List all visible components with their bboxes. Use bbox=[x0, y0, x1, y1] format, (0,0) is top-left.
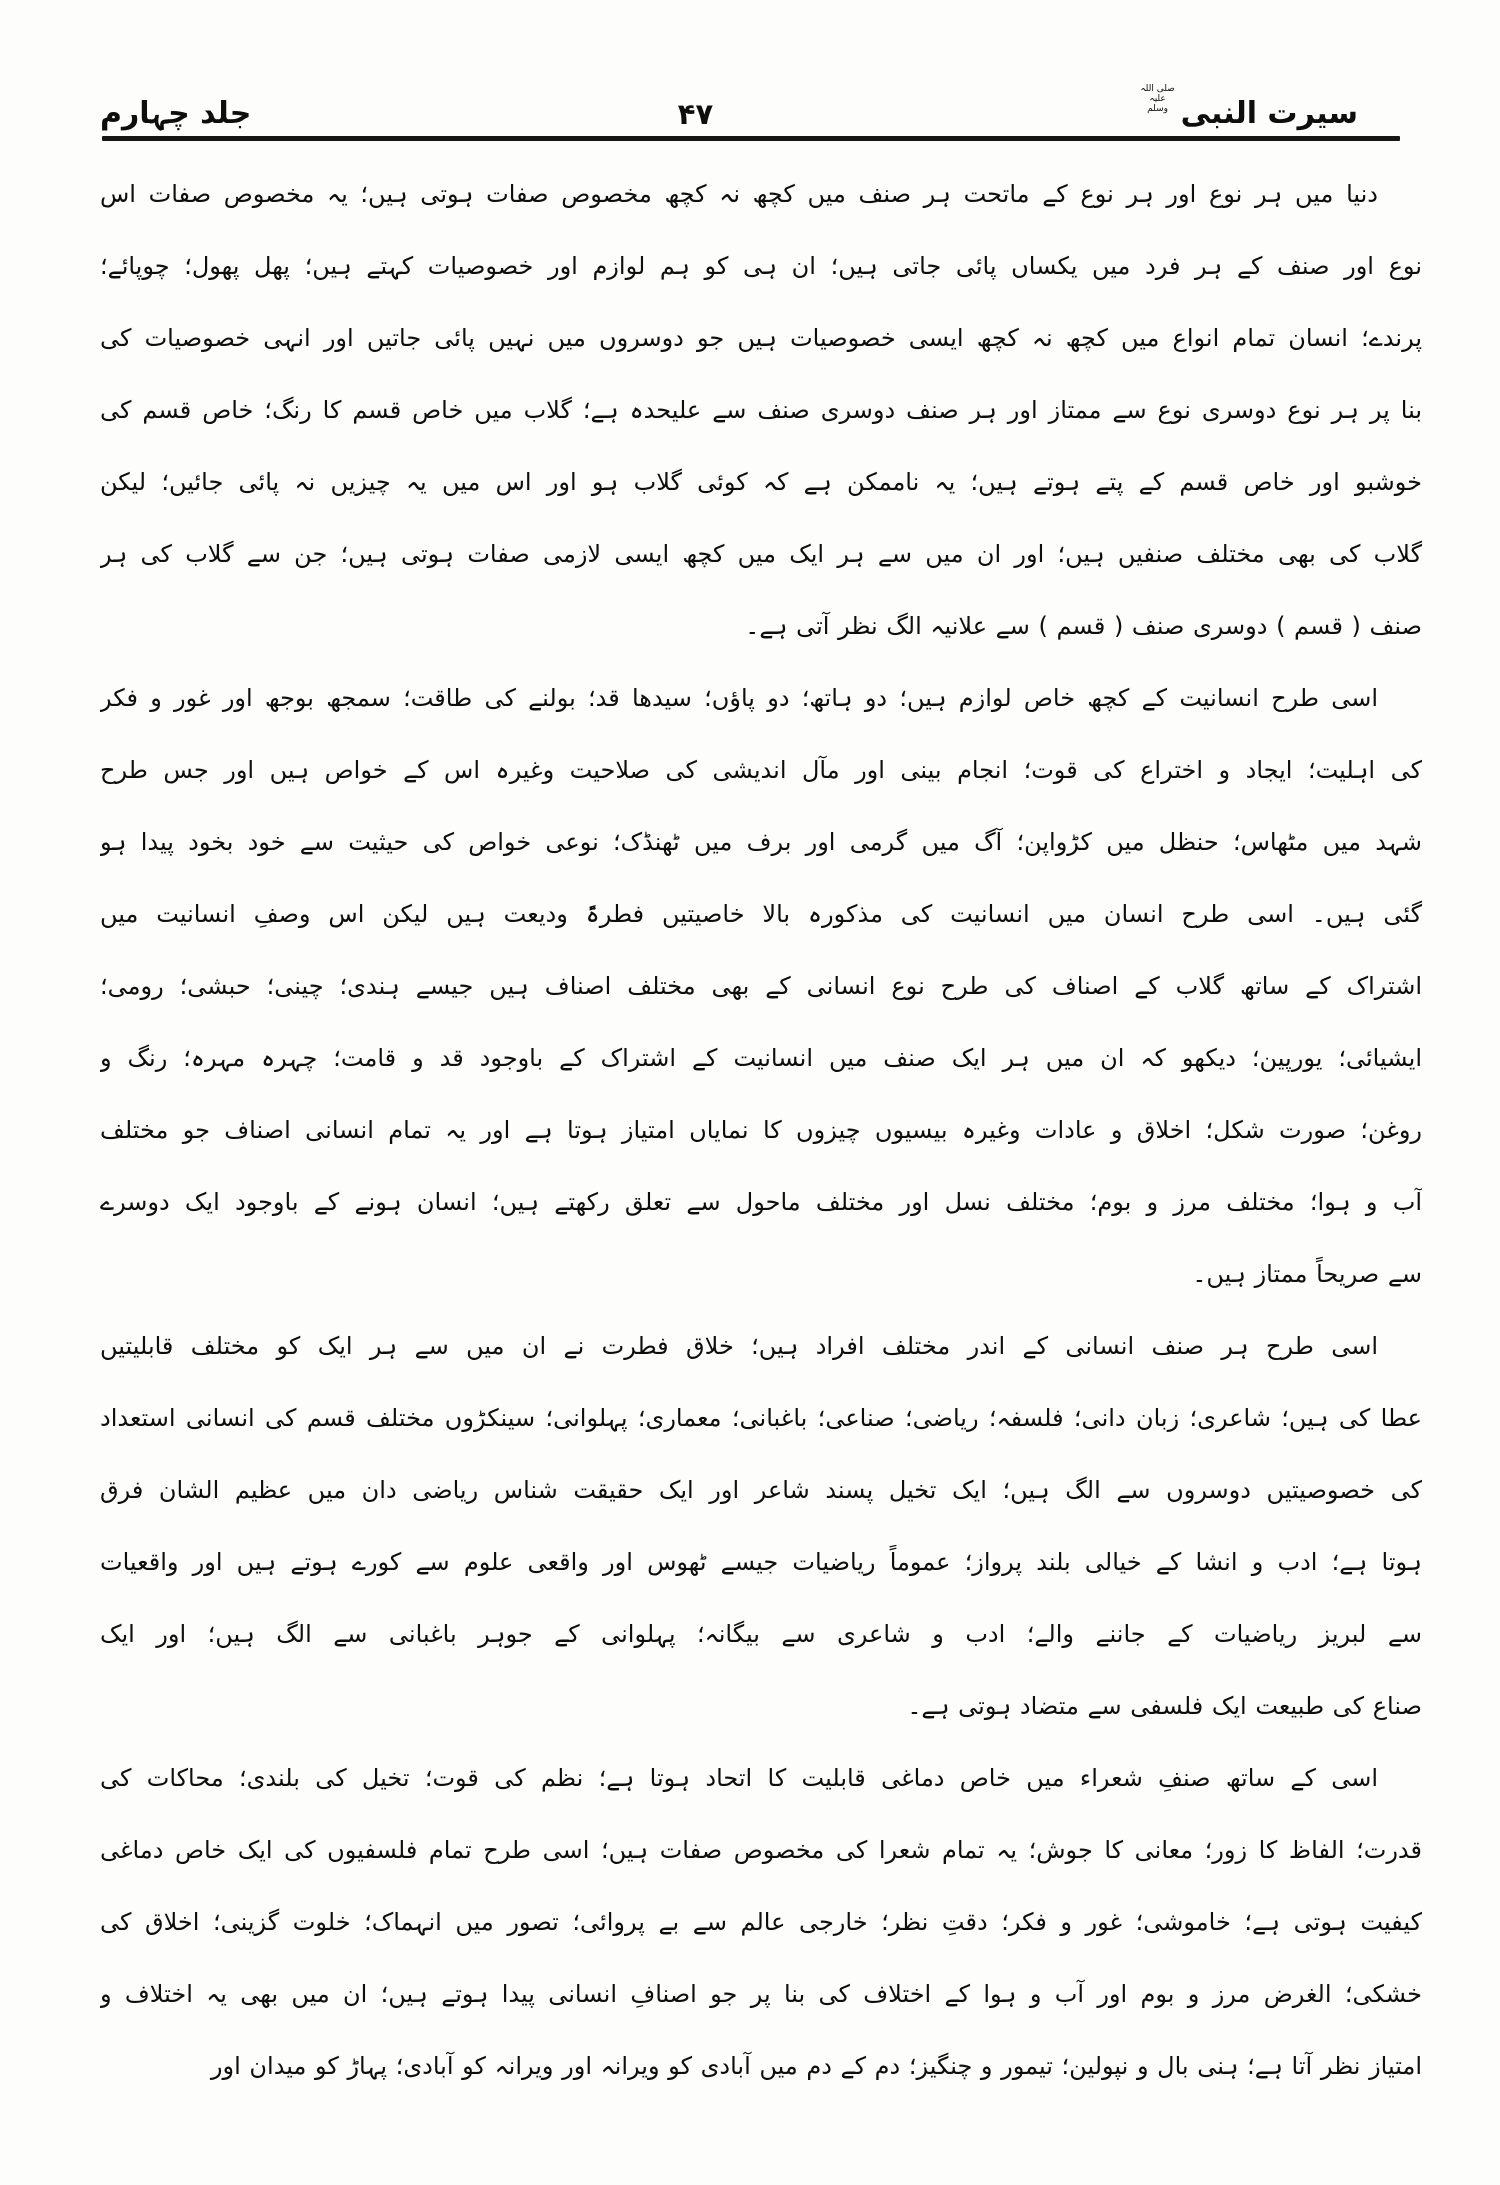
paragraph-1 bbox=[100, 158, 1422, 662]
text-line: قدرت؛ الفاظ کا زور؛ معانی کا جوش؛ یہ تمام شعرا کی مخصوص صفات ہیں؛ اسی طرح تمام فلسفیوں کی ایک خاص دماغی bbox=[100, 1836, 1422, 1864]
text-line: روغن؛ صورت شکل؛ اخلاق و عادات وغیرہ بیسیوں چیزوں کا نمایاں امتیاز ہوتا ہے اور یہ تمام انسانی اصناف جو مختلف bbox=[100, 1116, 1422, 1144]
text-line: کی خصوصیتیں دوسروں سے الگ ہیں؛ ایک تخیل پسند شاعر اور ایک حقیقت شناس ریاضی دان میں عظیم الشان فرق bbox=[100, 1476, 1422, 1504]
text-line: صناع کی طبیعت ایک فلسفی سے متضاد ہوتی ہے۔ bbox=[907, 1692, 1422, 1720]
book-title-text: سیرت النبی bbox=[1180, 96, 1358, 132]
text-line: عطا کی ہیں؛ شاعری؛ زبان دانی؛ فلسفہ؛ ریاضی؛ صناعی؛ باغبانی؛ معماری؛ پہلوانی؛ سینکڑوں مختلف قسم کی انسانی استعداد bbox=[100, 1404, 1422, 1432]
text-line: خوشبو اور خاص قسم کے پتے ہوتے ہیں؛ یہ ناممکن ہے کہ کوئی گلاب ہو اور اس میں یہ چیزیں نہ پائی جائیں؛ لیکن bbox=[100, 468, 1422, 496]
text-line: اسی طرح انسانیت کے کچھ خاص لوازم ہیں؛ دو ہاتھ؛ دو پاؤں؛ سیدھا قد؛ بولنے کی طاقت؛ سمجھ بوجھ اور غور و فکر bbox=[100, 684, 1378, 712]
text-line: دنیا میں ہر نوع اور ہر نوع کے ماتحت ہر صنف میں کچھ نہ کچھ مخصوص صفات ہوتی ہیں؛ یہ مخصوص صفات اس bbox=[100, 180, 1378, 208]
text-line: پرندے؛ انسان تمام انواع میں کچھ نہ کچھ ایسی خصوصیات ہیں جو دوسروں میں نہیں پائی جاتیں اور انہی خصوصیات کی bbox=[100, 324, 1422, 352]
book-title bbox=[1140, 84, 1358, 131]
text-line: صنف ( قسم ) دوسری صنف ( قسم ) سے علانیہ الگ نظر آتی ہے۔ bbox=[745, 612, 1422, 640]
honorific-ligature: صلی اللہ علیہ وسلم bbox=[1140, 84, 1175, 115]
paragraph-4 bbox=[100, 1742, 1422, 2102]
body-text bbox=[100, 158, 1422, 2102]
paragraph-2 bbox=[100, 662, 1422, 1310]
volume-label: جلد چہارم bbox=[100, 96, 252, 132]
text-line: آب و ہوا؛ مختلف مرز و بوم؛ مختلف نسل اور مختلف ماحول سے تعلق رکھتے ہیں؛ انسان ہونے کے باوجود ایک دوسرے bbox=[100, 1188, 1422, 1216]
text-line: بنا پر ہر نوع دوسری نوع سے ممتاز اور ہر صنف دوسری صنف سے علیحدہ ہے؛ گلاب میں خاص قسم کا رنگ؛ خاص قسم کی bbox=[100, 396, 1422, 424]
paragraph-3 bbox=[100, 1310, 1422, 1742]
text-line: امتیاز نظر آتا ہے؛ ہنی بال و نپولین؛ تیمور و چنگیز؛ دم کے دم میں آبادی کو ویرانہ اور ویرانہ کو آبادی؛ پہاڑ کو میدان اور bbox=[210, 2052, 1422, 2080]
page-number: ۴۷ bbox=[677, 97, 714, 132]
text-line: ہوتا ہے؛ ادب و انشا کے خیالی بلند پرواز؛ عموماً ریاضیات جیسے ٹھوس اور واقعی علوم سے کورے ہوتے ہیں اور واقعیات bbox=[100, 1548, 1422, 1576]
text-line: گلاب کی بھی مختلف صنفیں ہیں؛ اور ان میں سے ہر ایک میں کچھ ایسی لازمی صفات ہوتی ہیں؛ جن سے گلاب کی ہر bbox=[100, 540, 1422, 568]
text-line: اسی طرح ہر صنف انسانی کے اندر مختلف افراد ہیں؛ خلاق فطرت نے ان میں سے ہر ایک کو مختلف قابلیتیں bbox=[100, 1332, 1378, 1360]
text-line: شہد میں مٹھاس؛ حنظل میں کڑواپن؛ آگ میں گرمی اور برف میں ٹھنڈک؛ نوعی خواص کی حیثیت سے خود بخود پیدا ہو bbox=[100, 828, 1422, 856]
text-line: سے لبریز ریاضیات کے جاننے والے؛ ادب و شاعری سے بیگانہ؛ پہلوانی کے جوہر باغبانی سے الگ ہیں؛ اور ایک bbox=[100, 1620, 1422, 1648]
text-line: سے صریحاً ممتاز ہیں۔ bbox=[1192, 1260, 1422, 1288]
page-header bbox=[100, 84, 1358, 131]
text-line: خشکی؛ الغرض مرز و بوم اور آب و ہوا کے اختلاف کی بنا پر جو اصنافِ انسانی پیدا ہوتے ہیں؛ ان میں بھی یہ اختلاف و bbox=[100, 1980, 1422, 2008]
text-line: گئی ہیں۔ اسی طرح انسان میں انسانیت کی مذکورہ بالا خاصیتیں فطرۃً ودیعت ہیں لیکن اس وصفِ انسانیت میں bbox=[100, 900, 1422, 928]
text-line: اسی کے ساتھ صنفِ شعراء میں خاص دماغی قابلیت کا اتحاد ہوتا ہے؛ نظم کی قوت؛ تخیل کی بلندی؛ محاکات کی bbox=[100, 1764, 1378, 1792]
text-line: نوع اور صنف کے ہر فرد میں یکساں پائی جاتی ہیں؛ ان ہی کو ہم لوازم اور خصوصیات کہتے ہیں؛ پھل پھول؛ چوپائے؛ bbox=[100, 252, 1422, 280]
header-rule bbox=[102, 136, 1400, 141]
text-line: کی اہلیت؛ ایجاد و اختراع کی قوت؛ انجام بینی اور مآل اندیشی کی صلاحیت وغیرہ اس کے خواص ہیں اور جس طرح bbox=[100, 756, 1422, 784]
text-line: کیفیت ہوتی ہے؛ خاموشی؛ غور و فکر؛ دقتِ نظر؛ خارجی عالم سے بے پروائی؛ تصور میں انہماک؛ خلوت گزینی؛ اخلاق کی bbox=[100, 1908, 1422, 1936]
text-line: اشتراک کے ساتھ گلاب کے اصناف کی طرح نوع انسانی کے بھی مختلف اصناف ہیں جیسے ہندی؛ چینی؛ حبشی؛ رومی؛ bbox=[100, 972, 1422, 1000]
text-line: ایشیائی؛ یورپین؛ دیکھو کہ ان میں ہر ایک صنف میں انسانیت کے اشتراک کے باوجود قد و قامت؛ چہرہ مہرہ؛ رنگ و bbox=[100, 1044, 1422, 1072]
